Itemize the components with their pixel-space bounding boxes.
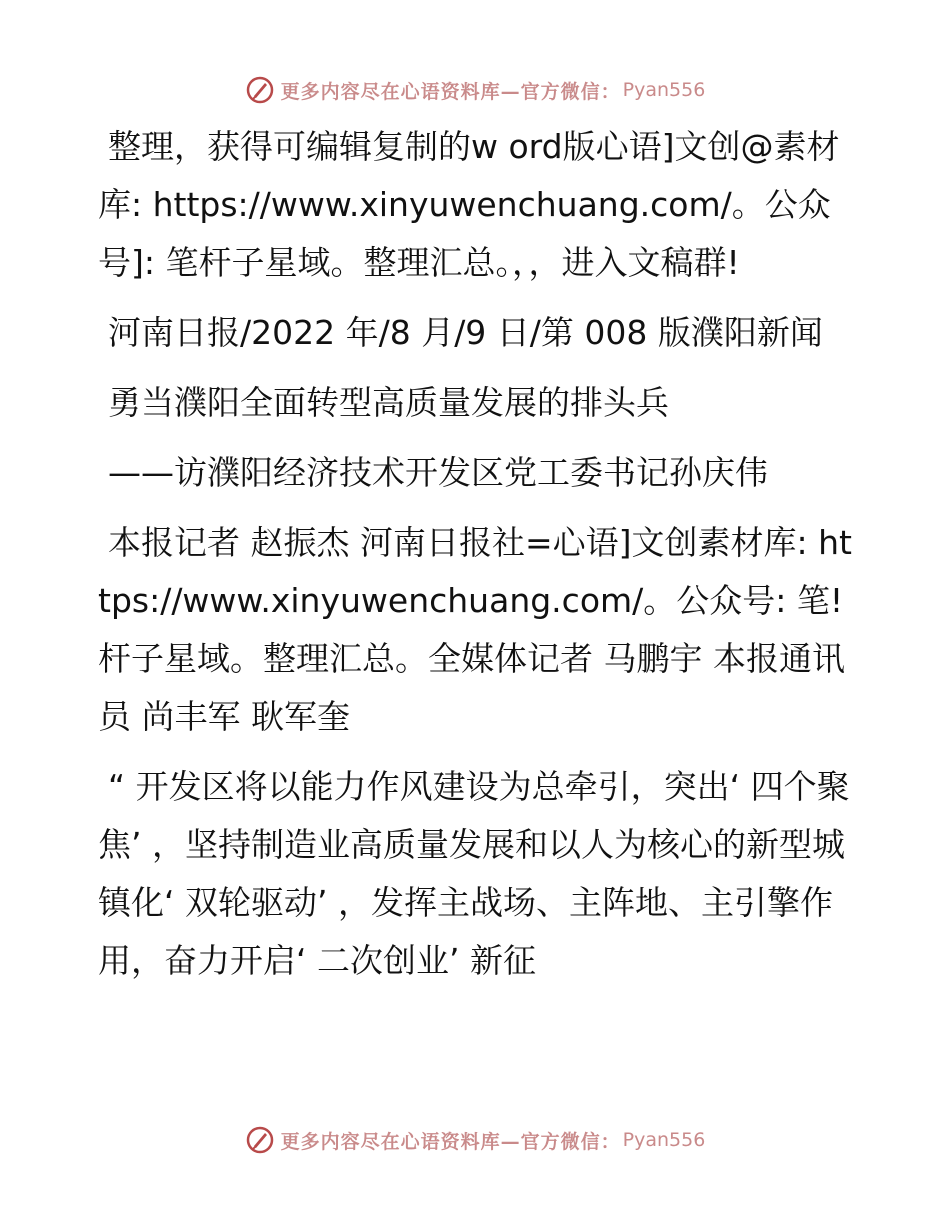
watermark-handle: Pyan556 (622, 79, 706, 101)
paragraph-source-note: 整理，获得可编辑复制的w ord版心语]文创@素材库: https://www.xinyuwenchuang.com/。公众号]: 笔杆子星域。整理汇总。，，进入文稿群! (98, 127, 840, 282)
watermark-handle: Pyan556 (622, 1129, 706, 1151)
article-title: 勇当濮阳全面转型高质量发展的排头兵 (108, 383, 669, 422)
watermark-text: 更多内容尽在心语资料库—官方微信： (280, 1130, 621, 1153)
quill-seal-icon (245, 75, 275, 105)
paragraph-publication-line: 河南日报/2022 年/8 月/9 日/第 008 版濮阳新闻 (108, 313, 823, 352)
paragraph-body: “ 开发区将以能力作风建设为总牵引，突出‘ 四个聚焦’ ，坚持制造业高质量发展和以人为核心的新型城镇化‘ 双轮驱动’ ，发挥主战场、主阵地、主引擎作用，奋力开启‘ 二次创业’ 新征 (98, 767, 850, 980)
header-watermark (0, 70, 950, 110)
quill-seal-icon (245, 1125, 275, 1155)
paragraph-byline: 本报记者 赵振杰 河南日报社=心语]文创素材库: https://www.xinyuwenchuang.com/。公众号: 笔! 杆子星域。整理汇总。全媒体记者 马鹏宇 本报通讯员 尚丰军 耿军奎 (98, 523, 854, 736)
article-subtitle: ——访濮阳经济技术开发区党工委书记孙庆伟 (108, 453, 768, 492)
watermark-text: 更多内容尽在心语资料库—官方微信： (280, 80, 621, 103)
footer-watermark (0, 1120, 950, 1160)
document-body (98, 118, 858, 1002)
